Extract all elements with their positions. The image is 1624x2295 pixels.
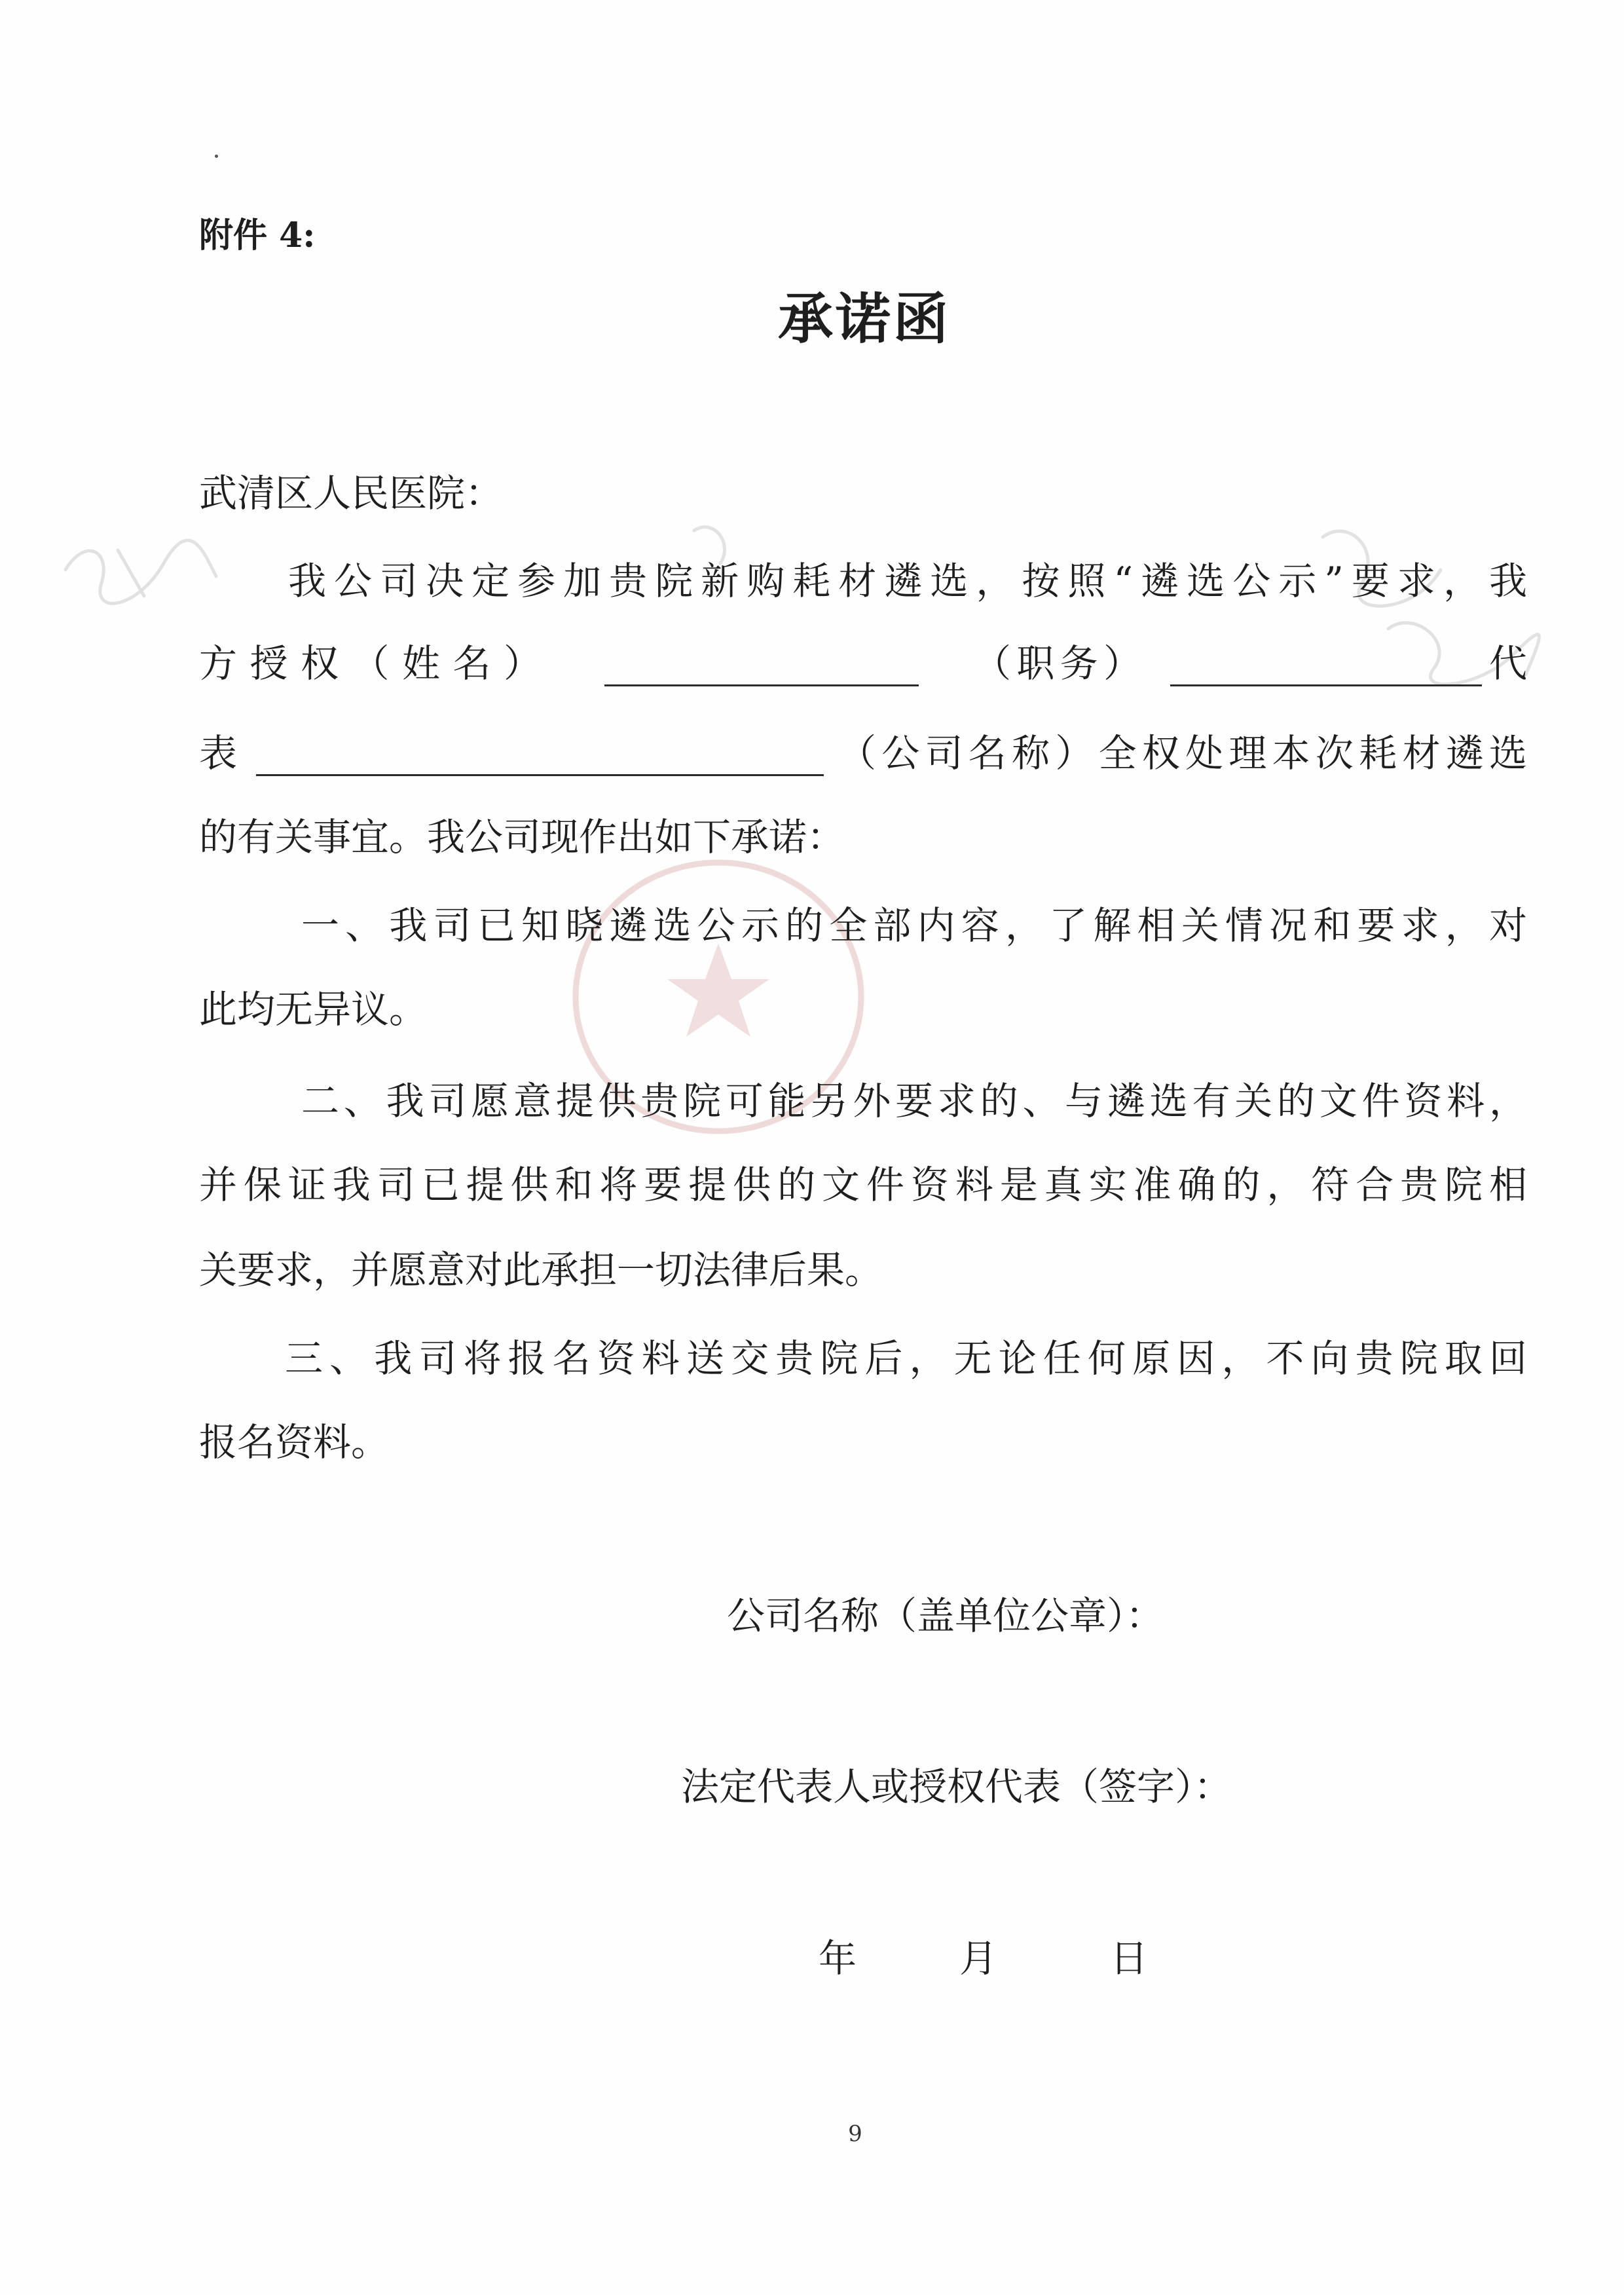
page-number: 9 <box>848 2121 862 2147</box>
scan-speck <box>215 155 218 158</box>
company-seal-label: 公司名称（盖单位公章）： <box>727 1594 1164 1638</box>
commitment-3-line-1: 三、我司将报名资料送交贵院后，无论任何原因，不向贵院取回 <box>285 1336 1527 1381</box>
body-line-1: 我公司决定参加贵院新购耗材遴选，按照“遴选公示”要求，我 <box>288 559 1527 603</box>
name-blank <box>604 637 919 686</box>
addressee: 武清区人民医院： <box>199 471 504 515</box>
date-day: 日 <box>1110 1936 1149 1981</box>
seal-star-icon <box>667 943 769 1037</box>
attachment-label: 附件 4: <box>199 215 316 255</box>
position-label: （职务） <box>973 641 1141 686</box>
company-name-blank <box>256 727 824 776</box>
date-year: 年 <box>819 1936 857 1981</box>
page-title: 承诺函 <box>777 286 951 351</box>
commitment-2-line-2: 并保证我司已提供和将要提供的文件资料是真实准确的，符合贵院相 <box>199 1163 1527 1207</box>
company-name-clause: （公司名称）全权处理本次耗材遴选 <box>838 731 1527 775</box>
commitment-1-line-2: 此均无异议。 <box>199 987 428 1032</box>
commitment-2-line-3: 关要求，并愿意对此承担一切法律后果。 <box>199 1248 883 1292</box>
authorize-name-label: 方授权（姓名） <box>199 641 542 686</box>
body-line-4: 的有关事宜。我公司现作出如下承诺： <box>199 815 845 859</box>
represent-char: 代 <box>1489 641 1528 686</box>
position-blank <box>1170 637 1482 686</box>
representative-signature-label: 法定代表人或授权代表（签字）： <box>681 1764 1232 1809</box>
commitment-2-line-1: 二、我司愿意提供贵院可能另外要求的、与遴选有关的文件资料， <box>301 1079 1527 1123</box>
date-month: 月 <box>959 1936 998 1981</box>
commitment-3-line-2: 报名资料。 <box>199 1420 390 1465</box>
represent-char-2: 表 <box>199 731 238 775</box>
commitment-1-line-1: 一、我司已知晓遴选公示的全部内容，了解相关情况和要求，对 <box>301 903 1527 948</box>
